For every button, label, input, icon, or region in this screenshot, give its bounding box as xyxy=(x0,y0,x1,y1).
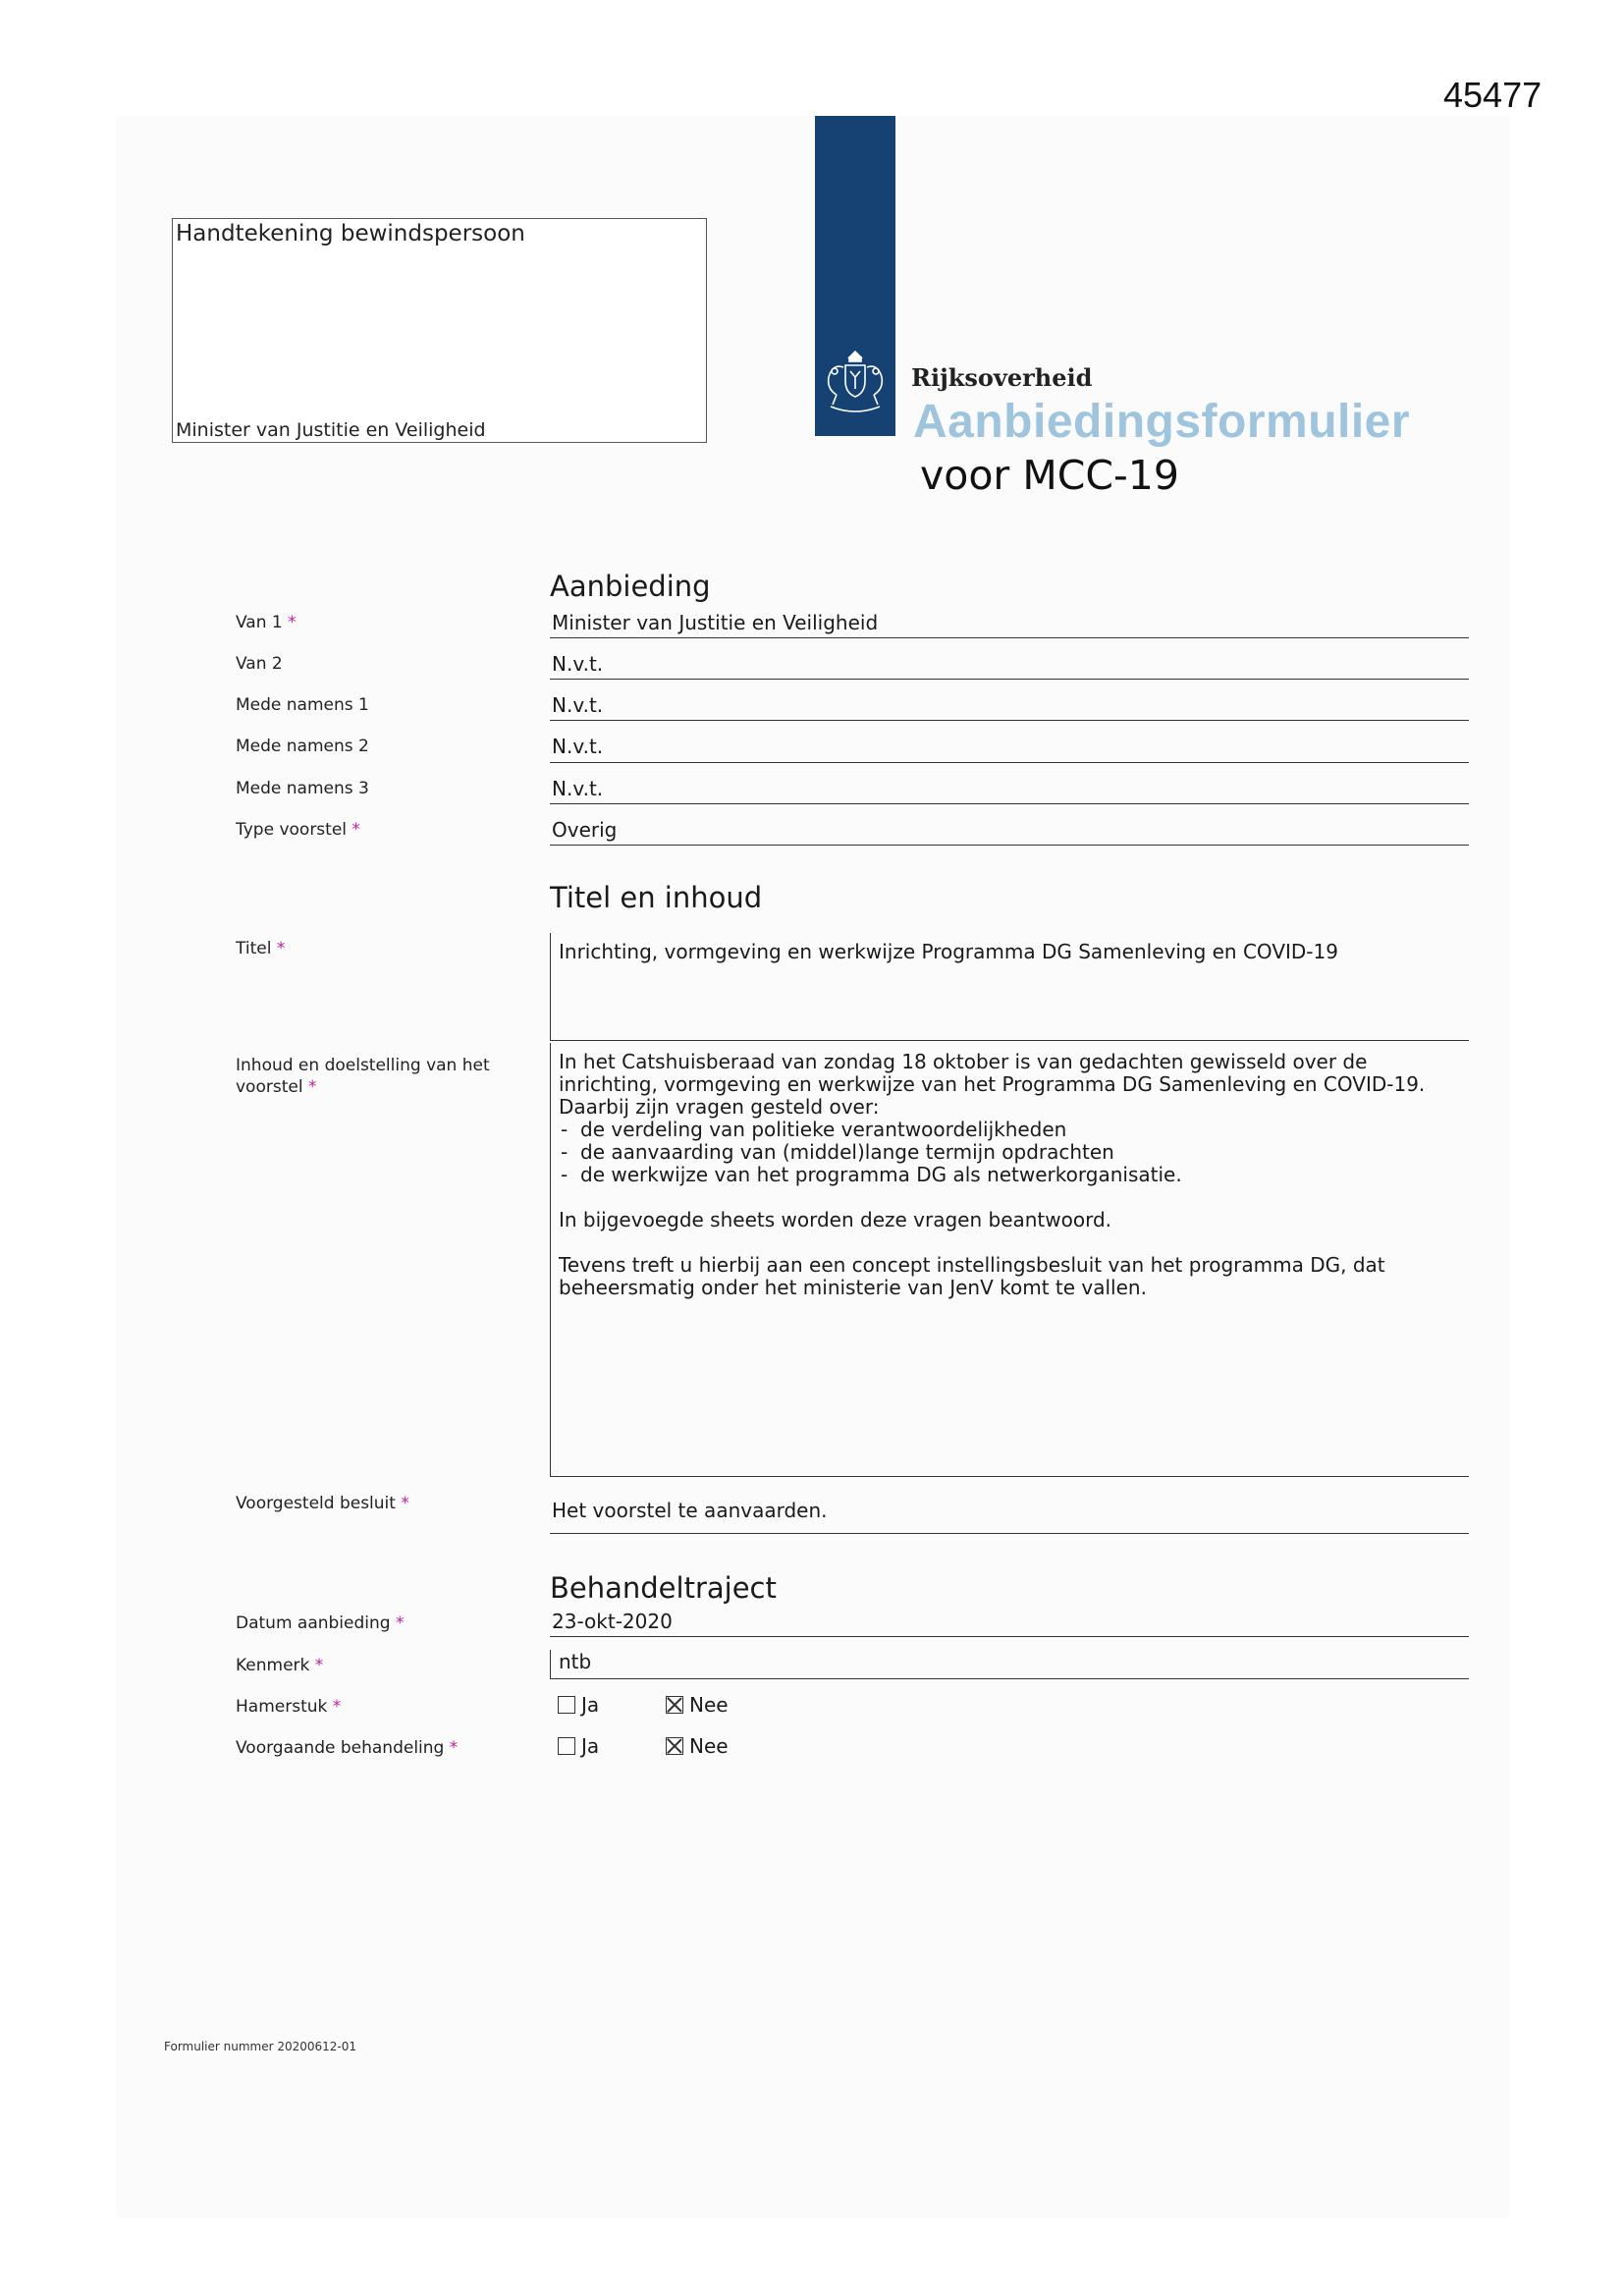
signature-box-minister: Minister van Justitie en Veiligheid xyxy=(176,419,486,441)
inhoud-bullet-list xyxy=(559,1119,1461,1186)
voorgesteld-besluit-field[interactable]: Het voorstel te aanvaarden. xyxy=(550,1499,1469,1534)
document-number: 45477 xyxy=(1443,75,1543,115)
required-mark: * xyxy=(401,1494,409,1513)
required-mark: * xyxy=(395,1613,405,1633)
required-mark: * xyxy=(276,939,286,958)
hamerstuk-label: Hamerstuk * xyxy=(236,1697,342,1717)
datum-aanbieding-label: Datum aanbieding * xyxy=(236,1613,405,1633)
voorgaande-ja-checkbox[interactable] xyxy=(558,1737,575,1755)
required-mark: * xyxy=(352,820,360,840)
mede-namens-2-field[interactable]: N.v.t. xyxy=(550,735,1469,763)
type-voorstel-field[interactable]: Overig xyxy=(550,818,1469,846)
required-mark: * xyxy=(307,1077,317,1097)
mede-namens-1-field[interactable]: N.v.t. xyxy=(550,693,1469,721)
formulier-nummer: Formulier nummer 20200612-01 xyxy=(164,2040,357,2053)
van1-field[interactable]: Minister van Justitie en Veiligheid xyxy=(550,611,1469,638)
required-mark: * xyxy=(332,1697,342,1717)
titel-value: Inrichting, vormgeving en werkwijze Programma DG Samenleving en COVID-19 xyxy=(559,940,1338,963)
list-item: - de verdeling van politieke verantwoordelijkheden xyxy=(559,1119,1461,1141)
hamerstuk-nee-checkbox[interactable] xyxy=(666,1696,683,1714)
hamerstuk-nee-label: Nee xyxy=(689,1693,729,1717)
titel-textbox[interactable] xyxy=(550,933,1469,1041)
org-name: Rijksoverheid xyxy=(911,363,1093,392)
coat-of-arms-icon xyxy=(817,348,893,418)
titel-label: Titel * xyxy=(236,939,286,958)
mede-namens-1-label: Mede namens 1 xyxy=(236,695,369,715)
list-item: - de werkwijze van het programma DG als netwerkorganisatie. xyxy=(559,1164,1461,1186)
inhoud-paragraph-3: Tevens treft u hierbij aan een concept instellingsbesluit van het programma DG, dat beheersmatig onder het ministerie van JenV komt te vallen. xyxy=(559,1253,1385,1299)
signature-box-title: Handtekening bewindspersoon xyxy=(176,221,525,246)
rijksoverheid-logo-band xyxy=(815,116,895,436)
form-title: Aanbiedingsformulier xyxy=(913,396,1411,448)
section-heading-behandeltraject: Behandeltraject xyxy=(550,1571,777,1605)
required-mark: * xyxy=(449,1738,459,1758)
mede-namens-2-label: Mede namens 2 xyxy=(236,737,369,756)
form-subtitle: voor MCC-19 xyxy=(920,452,1179,499)
section-heading-titel-inhoud: Titel en inhoud xyxy=(550,881,763,914)
inhoud-paragraph-2: In bijgevoegde sheets worden deze vragen beantwoord. xyxy=(559,1208,1112,1231)
voorgaande-nee-checkbox[interactable] xyxy=(666,1737,683,1755)
inhoud-textbox[interactable] xyxy=(550,1043,1469,1477)
hamerstuk-ja-checkbox[interactable] xyxy=(558,1696,575,1714)
mede-namens-3-label: Mede namens 3 xyxy=(236,779,369,798)
list-item: - de aanvaarding van (middel)lange termijn opdrachten xyxy=(559,1141,1461,1164)
voorgaande-behandeling-label: Voorgaande behandeling * xyxy=(236,1738,459,1758)
datum-aanbieding-field[interactable]: 23-okt-2020 xyxy=(550,1610,1469,1637)
mede-namens-3-field[interactable]: N.v.t. xyxy=(550,777,1469,804)
hamerstuk-ja-option[interactable] xyxy=(558,1693,599,1717)
voorgaande-ja-label: Ja xyxy=(581,1734,600,1758)
inhoud-label: Inhoud en doelstelling van het voorstel * xyxy=(236,1056,490,1097)
hamerstuk-nee-option[interactable] xyxy=(666,1693,729,1717)
signature-box xyxy=(172,218,707,443)
type-voorstel-label: Type voorstel * xyxy=(236,820,360,840)
hamerstuk-ja-label: Ja xyxy=(581,1693,600,1717)
kenmerk-label: Kenmerk * xyxy=(236,1656,324,1675)
voorgaande-nee-label: Nee xyxy=(689,1734,729,1758)
section-heading-aanbieding: Aanbieding xyxy=(550,570,711,603)
van2-label: Van 2 xyxy=(236,654,283,674)
inhoud-intro: In het Catshuisberaad van zondag 18 oktober is van gedachten gewisseld over de inrichting, vormgeving en werkwijze van het Programma DG Samenleving en COVID-19. Daarbij zijn vragen gesteld over: xyxy=(559,1050,1426,1119)
van1-label: Van 1 * xyxy=(236,613,297,632)
voorgaande-nee-option[interactable] xyxy=(666,1734,729,1758)
voorgaande-ja-option[interactable] xyxy=(558,1734,599,1758)
required-mark: * xyxy=(314,1656,324,1675)
kenmerk-field[interactable]: ntb xyxy=(550,1650,1469,1679)
voorgesteld-besluit-label: Voorgesteld besluit * xyxy=(236,1494,409,1513)
van2-field[interactable]: N.v.t. xyxy=(550,652,1469,680)
required-mark: * xyxy=(288,613,297,632)
